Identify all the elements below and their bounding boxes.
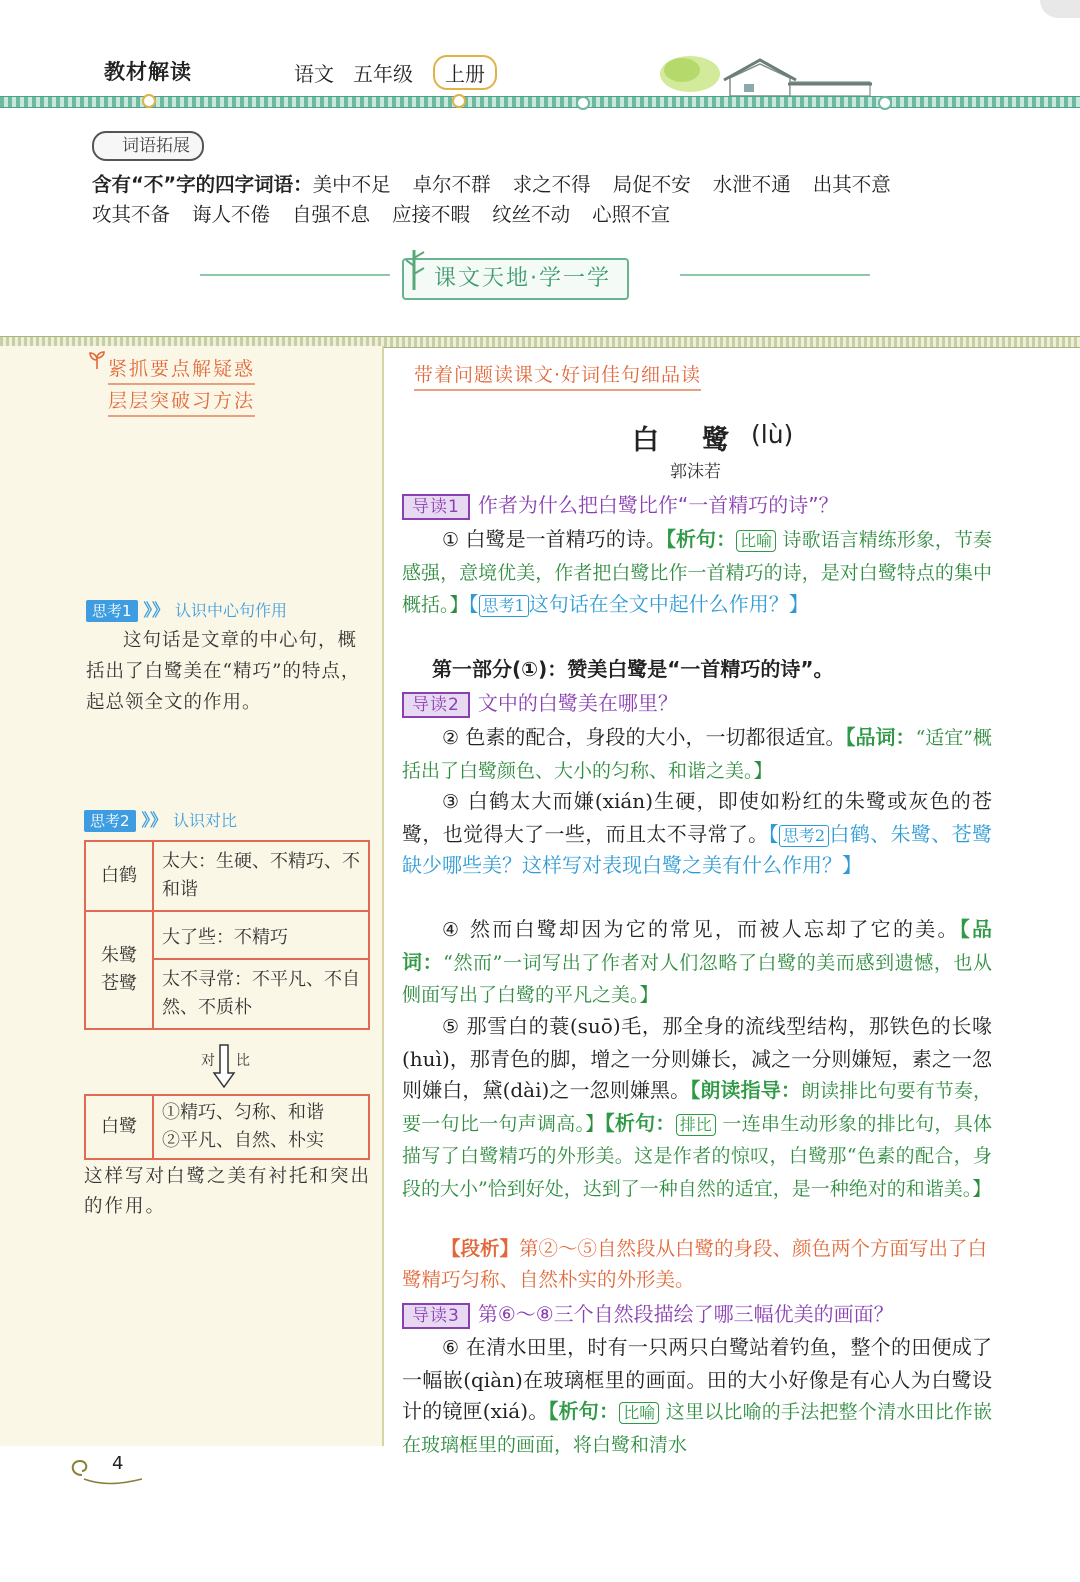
figure-tag: 排比	[676, 1114, 716, 1136]
double-chevron-icon: 》》	[141, 811, 168, 831]
sidebar-heading-1: 紧抓要点解疑惑	[108, 354, 255, 385]
guide-tag: 导读2	[402, 692, 470, 718]
note-label: 【析句：	[548, 1399, 620, 1423]
swirl-ornament-icon	[66, 1455, 146, 1489]
arrow-label: 对	[201, 1053, 215, 1069]
sidebar-heading-2: 层层突破习方法	[108, 386, 255, 417]
think-tag: 思考2	[779, 825, 829, 847]
note-label: 【朗读指导：	[690, 1078, 801, 1102]
note-text: 这里以比喻的手法把整个清水田比作嵌在玻璃框里的画面，将白鹭和清水	[402, 1401, 992, 1456]
analysis-text: 第②～⑤自然段从白鹭的身段、颜色两个方面写出了白鹭精巧匀称、自然朴实的外形美。	[402, 1237, 988, 1291]
vocab-word: 局促不安	[612, 173, 691, 196]
think2-answer: 这样写对白鹭之美有衬托和突出的作用。	[84, 1166, 372, 1217]
guide-question: 作者为什么把白鹭比作“一首精巧的诗”？	[477, 493, 839, 517]
vocab-word: 美中不足	[312, 173, 391, 196]
band-dot	[576, 96, 590, 110]
para-number: ②	[442, 727, 460, 749]
think-bracket: 【	[468, 592, 479, 616]
note-label: 【析句：	[665, 527, 737, 551]
sprout-icon	[88, 350, 106, 370]
author: 郭沫若	[670, 462, 721, 482]
guide-tag: 导读3	[402, 1303, 470, 1329]
page-number: 4	[112, 1453, 124, 1474]
guide-question: 第⑥～⑧三个自然段描绘了哪三幅优美的画面？	[477, 1302, 894, 1326]
table-cell: 太不寻常：不平凡、不自然、不质朴	[153, 959, 369, 1029]
note-text: “然而”一词写出了作者对人们忽略了白鹭的美而感到遗憾，也从侧面写出了白鹭的平凡之美。】	[402, 951, 992, 1006]
figure-tag: 比喻	[619, 1402, 659, 1424]
village-scenery-icon	[640, 52, 880, 98]
table-cell: 大了些：不精巧	[153, 911, 369, 959]
contrast-table	[84, 840, 370, 1030]
para-number: ⑤	[442, 1016, 460, 1038]
vocab-word: 水泄不通	[712, 173, 791, 196]
think1-heading	[86, 596, 287, 622]
note-text: 一连串生动形象的排比句，具体描写了白鹭精巧的外形美。这是作者的惊叹，白鹭那“色素的配合，身段的大小”恰到好处，达到了一种自然的适宜，是一种绝对的和谐美。】	[402, 1112, 992, 1200]
paragraph-4	[402, 914, 992, 1012]
row-head: 白鹭	[85, 1095, 153, 1159]
result-line: ②平凡、自然、朴实	[162, 1130, 324, 1151]
vocab-word: 诲人不倦	[192, 203, 271, 226]
think-question: 这句话在全文中起什么作用？】	[528, 592, 809, 616]
guide-3	[402, 1298, 894, 1329]
think2-heading	[84, 806, 237, 832]
think2-tag: 思考2	[84, 810, 136, 832]
header-band	[0, 96, 1080, 108]
think1-title: 认识中心句作用	[175, 601, 288, 620]
band-dot	[452, 94, 466, 108]
section-banner: 课文天地·学一学	[402, 258, 629, 300]
guide-1	[402, 489, 839, 520]
grade-label: 五年级	[353, 62, 413, 86]
vocab-word: 卓尔不群	[412, 173, 491, 196]
bamboo-icon	[404, 246, 426, 292]
think2-title: 认识对比	[173, 811, 238, 830]
para-number: ⑥	[442, 1337, 460, 1359]
para-number: ④	[442, 919, 462, 941]
paragraph-3	[402, 786, 992, 882]
paragraph-1	[402, 524, 992, 622]
think1-tag: 思考1	[86, 600, 138, 622]
note-text: 诗歌语言精练形象，节奏感强，意境优美，作者把白鹭比作一首精巧的诗，是对白鹭特点的集中概括。】	[402, 529, 992, 616]
para-text: 在清水田里，时有一只两只白鹭站着钓鱼，整个的田便成了一幅嵌(qiàn)在玻璃框里的画面。田的大小好像是有心人为白鹭设计的镜匣(xiá)。	[402, 1335, 992, 1423]
vocab-word: 心照不宣	[592, 203, 671, 226]
para-number: ③	[442, 791, 461, 813]
summary-1: 第一部分(①)：赞美白鹭是“一首精巧的诗”。	[432, 657, 834, 681]
row-head: 白鹤	[85, 841, 153, 911]
guide-2	[402, 687, 678, 718]
volume-badge: 上册	[433, 55, 497, 90]
band-dot	[878, 96, 892, 110]
table-row	[85, 911, 369, 959]
table-row	[85, 1095, 369, 1159]
paragraph-analysis	[402, 1233, 992, 1295]
figure-tag: 比喻	[736, 530, 776, 552]
note-label: 【品词：	[402, 917, 993, 974]
vocab-word: 攻其不备	[92, 203, 171, 226]
table-row	[85, 841, 369, 911]
vocab-line-1	[92, 169, 913, 197]
banner-rule	[680, 274, 870, 276]
vocab-expansion-tag: 词语拓展	[92, 131, 204, 161]
vocab-word: 自强不息	[292, 203, 371, 226]
reading-heading: 带着问题读课文·好词佳句细品读	[414, 360, 701, 391]
para-text: 白鹭是一首精巧的诗。	[465, 527, 666, 551]
guide-question: 文中的白鹭美在哪里？	[477, 691, 678, 715]
paragraph-5	[402, 1011, 992, 1205]
table-cell	[153, 1095, 369, 1159]
book-title: 教材解读	[104, 60, 192, 84]
think-tag: 思考1	[479, 595, 529, 617]
arrow-label: 比	[236, 1053, 250, 1069]
para-text: 那雪白的蓑(suō)毛，那全身的流线型结构，那铁色的长喙(huì)，那青色的脚，增之一分则嫌长，减之一分则嫌短，素之一忽则嫌白，黛(dài)之一忽则嫌黑。	[402, 1014, 992, 1102]
row-head: 朱鹭苍鹭	[85, 911, 153, 1029]
lesson-title: 白 鹭	[632, 425, 737, 456]
vocab-word: 出其不意	[812, 173, 891, 196]
down-arrow-icon	[212, 1043, 236, 1089]
note-text: 朗读排比句要有节奏，要一句比一句声调高。】	[402, 1080, 992, 1135]
guide-tag: 导读1	[402, 494, 470, 520]
vocab-lead: 含有“不”字的四字词语：	[92, 173, 313, 196]
banner-rule	[200, 274, 390, 276]
double-chevron-icon: 》》	[143, 601, 170, 621]
note-label: 【析句：	[604, 1110, 676, 1135]
vocab-word: 应接不暇	[392, 203, 471, 226]
result-table	[84, 1094, 370, 1160]
para-number: ①	[442, 529, 460, 551]
para-text: 然而白鹭却因为它的常见，而被人忘却了它的美。	[469, 917, 960, 941]
paragraph-6	[402, 1332, 992, 1461]
vocab-word: 求之不得	[512, 173, 591, 196]
table-cell: 太大：生硬、不精巧、不和谐	[153, 841, 369, 911]
subject-label: 语文	[294, 62, 334, 86]
think-bracket: 【	[768, 821, 779, 846]
vocab-word: 纹丝不动	[492, 203, 571, 226]
think-question: 白鹤、朱鹭、苍鹭缺少哪些美？这样写对表现白鹭之美有什么作用？】	[402, 821, 993, 877]
column-divider	[382, 346, 384, 1446]
note-label: 【品词：	[845, 725, 916, 749]
lesson-pinyin: (lù)	[751, 420, 794, 449]
note-text: “适宜”概括出了白鹭颜色、大小的匀称、和谐之美。】	[402, 727, 993, 782]
paragraph-2	[402, 722, 992, 787]
vocab-line-2	[92, 199, 692, 227]
band-dot	[142, 94, 156, 108]
para-text: 色素的配合，身段的大小，一切都很适宜。	[465, 725, 846, 749]
para-text: 白鹤太大而嫌(xián)生硬，即使如粉红的朱鹭或灰色的苍鹭，也觉得大了一些，而且太不寻常了。	[402, 789, 992, 846]
analysis-label: 【段析】	[441, 1237, 520, 1260]
result-line: ①精巧、匀称、和谐	[162, 1102, 324, 1123]
think1-answer: 这句话是文章的中心句，概括出了白鹭美在“精巧”的特点，起总领全文的作用。	[86, 630, 361, 713]
